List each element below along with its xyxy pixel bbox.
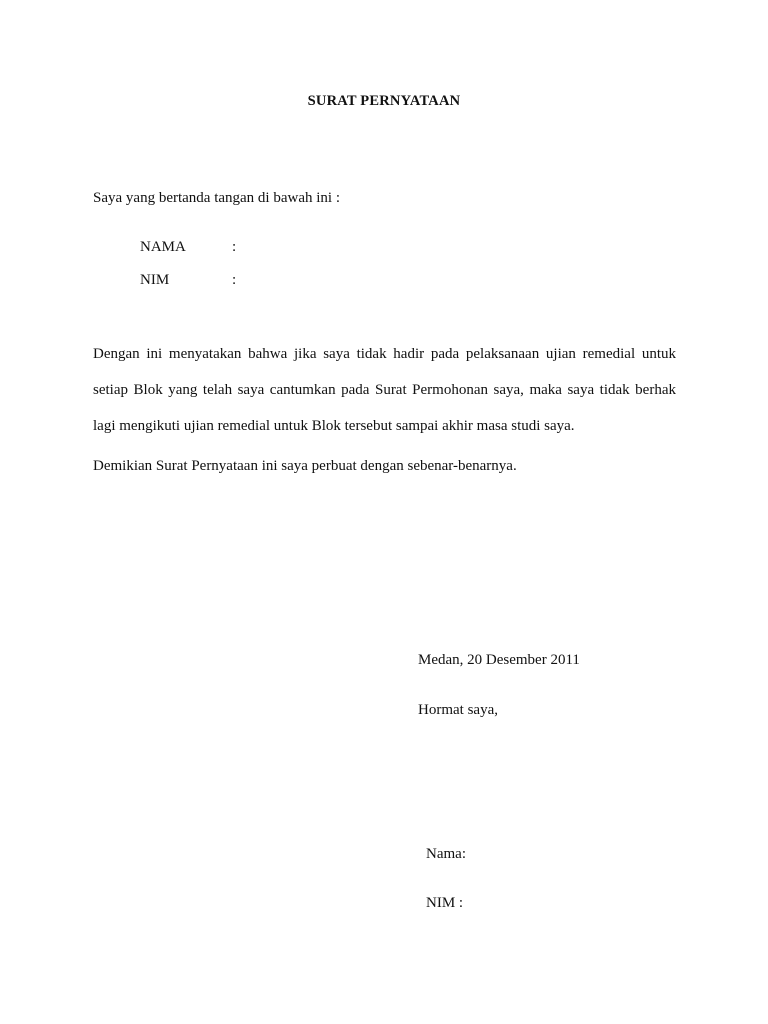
field-separator-nim: : <box>232 272 237 288</box>
statement-paragraph <box>93 336 676 444</box>
field-separator-nama: : <box>232 239 237 255</box>
signature-nim-label: NIM : <box>426 895 464 911</box>
statement-line: setiap Blok yang telah saya cantumkan pada Surat Permohonan saya, maka saya tidak berhak <box>93 382 676 398</box>
field-label-nim: NIM <box>140 272 170 288</box>
place-date: Medan, 20 Desember 2011 <box>418 652 580 668</box>
intro-text: Saya yang bertanda tangan di bawah ini : <box>93 190 341 206</box>
signature-name-label: Nama: <box>426 846 466 862</box>
document-title: SURAT PERNYATAAN <box>307 93 461 109</box>
closing-text: Demikian Surat Pernyataan ini saya perbuat dengan sebenar-benarnya. <box>93 458 517 474</box>
field-label-nama: NAMA <box>140 239 186 255</box>
statement-line: lagi mengikuti ujian remedial untuk Blok tersebut sampai akhir masa studi saya. <box>93 418 575 434</box>
regards-text: Hormat saya, <box>418 702 498 718</box>
statement-line: Dengan ini menyatakan bahwa jika saya tidak hadir pada pelaksanaan ujian remedial untuk <box>93 346 676 362</box>
